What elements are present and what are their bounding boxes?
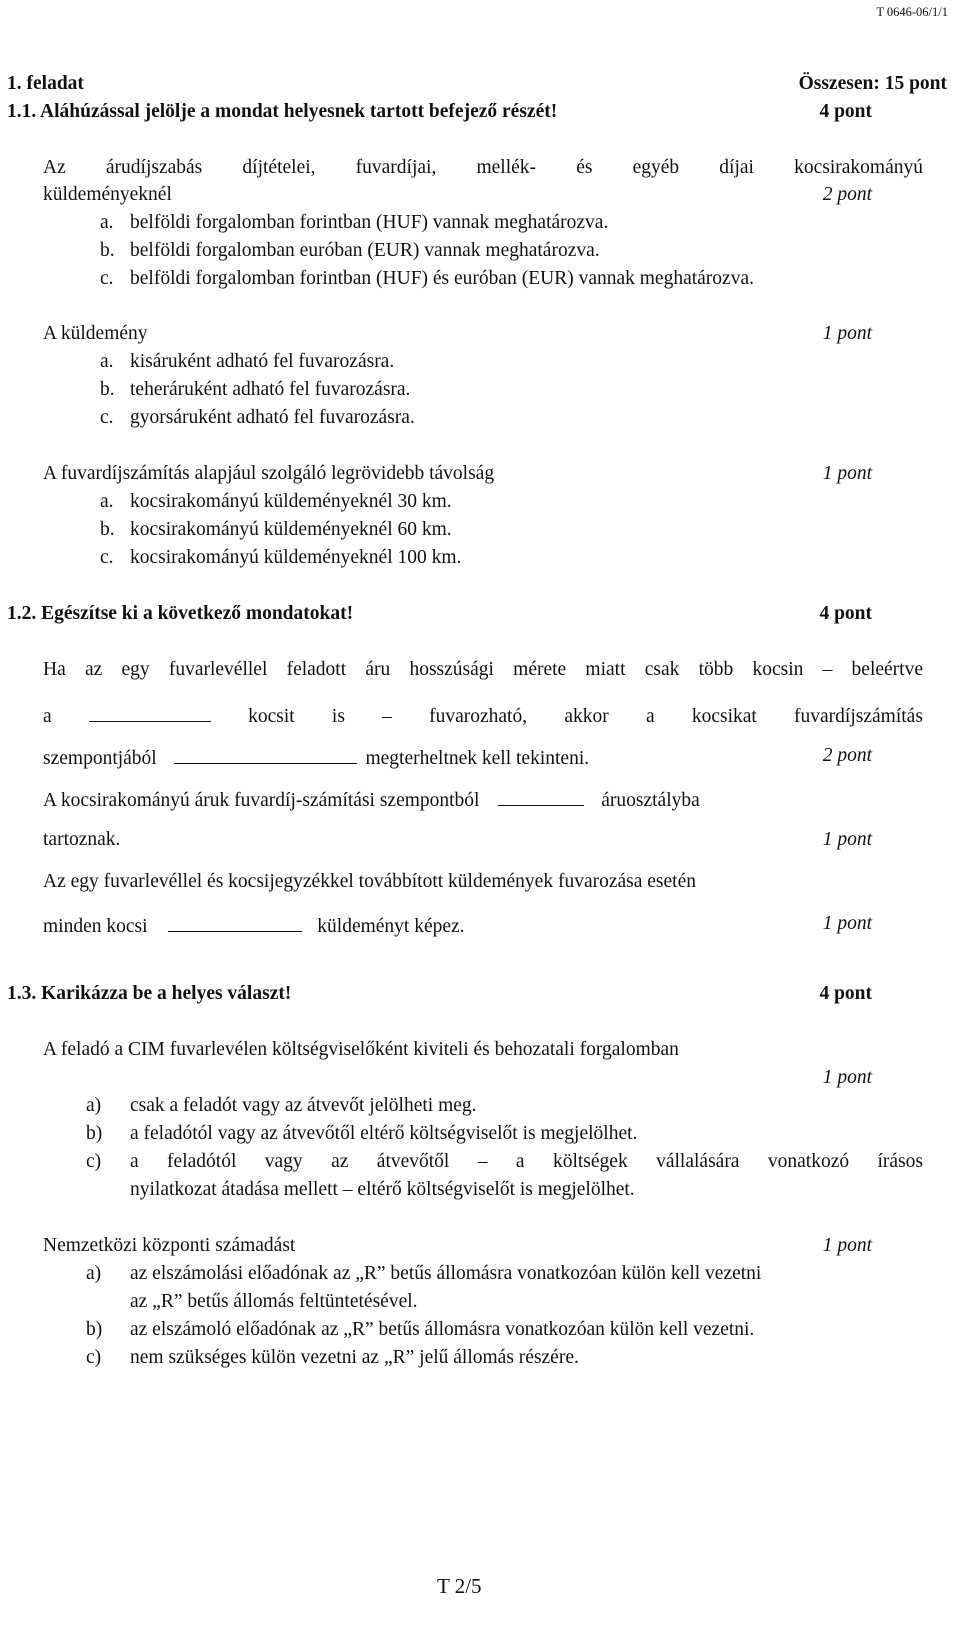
word: szempontjából	[43, 748, 157, 769]
option-text[interactable]: gyorsáruként adható fel fuvarozásra.	[130, 407, 415, 428]
word: kocsikat	[691, 706, 757, 727]
fill-paragraph-1-line2	[43, 703, 923, 728]
option-text[interactable]: kisáruként adható fel fuvarozásra.	[130, 351, 395, 372]
option-text[interactable]: belföldi forgalomban forintban (HUF) vannak meghatározva.	[130, 212, 609, 233]
word: –	[382, 706, 392, 727]
option-text[interactable]: a feladótól vagy az átvevőtől eltérő költségviselőt is megjelölhet.	[130, 1123, 638, 1144]
option-letter: c.	[100, 407, 114, 428]
question-4-points: 1 pont	[822, 1067, 872, 1088]
option-letter: a.	[100, 491, 114, 512]
word: áruosztályba	[601, 790, 700, 811]
option-letter: a)	[86, 1263, 102, 1284]
option-text[interactable]: belföldi forgalomban euróban (EUR) vannak meghatározva.	[130, 240, 600, 261]
task-total-points: Összesen: 15 pont	[798, 73, 947, 94]
blank-field-3[interactable]	[498, 787, 584, 806]
section-1-1-points: 4 pont	[819, 101, 872, 122]
page-number: T 2/5	[437, 1574, 482, 1598]
question-1-points: 2 pont	[822, 184, 872, 205]
option-letter: c)	[86, 1151, 102, 1172]
question-2-stem: A küldemény	[43, 323, 148, 344]
blank-field-1[interactable]	[89, 703, 211, 722]
option-text[interactable]: belföldi forgalomban forintban (HUF) és euróban (EUR) vannak meghatározva.	[130, 268, 754, 289]
option-text[interactable]: az elszámolási előadónak az „R” betűs állomásra vonatkozóan külön kell vezetni	[130, 1263, 762, 1284]
option-text[interactable]: kocsirakományú küldeményeknél 30 km.	[130, 491, 452, 512]
word: küldeményt képez.	[317, 916, 465, 937]
option-letter: b.	[100, 519, 115, 540]
word: is	[331, 706, 345, 727]
option-letter: b)	[86, 1123, 103, 1144]
section-1-2-title: 1.2. Egészítse ki a következő mondatokat!	[7, 603, 354, 624]
question-2-points: 1 pont	[822, 323, 872, 344]
fill-paragraph-2-line1	[43, 787, 700, 812]
fill-paragraph-3-line2	[43, 913, 465, 938]
option-text[interactable]: kocsirakományú küldeményeknél 100 km.	[130, 547, 462, 568]
fill-paragraph-1-points: 2 pont	[822, 745, 872, 766]
question-3-points: 1 pont	[822, 463, 872, 484]
option-letter: b.	[100, 240, 115, 261]
word: A kocsirakományú áruk fuvardíj-számítási szempontból	[43, 790, 480, 811]
word: minden kocsi	[43, 916, 148, 937]
fill-paragraph-1-line1: Ha az egy fuvarlevéllel feladott áru hosszúsági mérete miatt csak több kocsin – beleértve	[43, 659, 923, 680]
section-1-2-points: 4 pont	[819, 603, 872, 624]
option-text[interactable]: az elszámoló előadónak az „R” betűs állomásra vonatkozóan külön kell vezetni.	[130, 1319, 755, 1340]
option-text[interactable]: nem szükséges külön vezetni az „R” jelű állomás részére.	[130, 1347, 579, 1368]
task-title: 1. feladat	[7, 73, 84, 94]
question-3-stem: A fuvardíjszámítás alapjául szolgáló legrövidebb távolság	[43, 463, 495, 484]
word: a	[43, 706, 52, 727]
option-text-continued[interactable]: nyilatkozat átadása mellett – eltérő költségviselőt is megjelölhet.	[130, 1179, 635, 1200]
word: a	[645, 706, 655, 727]
word: fuvardíjszámítás	[794, 706, 923, 727]
option-letter: c)	[86, 1347, 102, 1368]
word: akkor	[564, 706, 609, 727]
document-code: T 0646-06/1/1	[876, 5, 948, 19]
word: megterheltnek kell tekinteni.	[365, 748, 590, 769]
option-letter: c.	[100, 268, 114, 289]
fill-paragraph-2-line2: tartoznak.	[43, 829, 121, 850]
option-letter: a)	[86, 1095, 102, 1116]
question-5-points: 1 pont	[822, 1235, 872, 1256]
option-text[interactable]: a feladótól vagy az átvevőtől – a költségek vállalására vonatkozó írásos	[130, 1151, 923, 1172]
fill-paragraph-2-points: 1 pont	[822, 829, 872, 850]
fill-paragraph-3-points: 1 pont	[822, 913, 872, 934]
fill-paragraph-1-line3	[43, 745, 589, 770]
option-text-continued[interactable]: az „R” betűs állomás feltüntetésével.	[130, 1291, 418, 1312]
word: fuvarozható,	[429, 706, 528, 727]
option-text[interactable]: kocsirakományú küldeményeknél 60 km.	[130, 519, 452, 540]
option-letter: c.	[100, 547, 114, 568]
option-letter: b)	[86, 1319, 103, 1340]
question-4-stem: A feladó a CIM fuvarlevélen költségviselőként kiviteli és behozatali forgalomban	[43, 1039, 679, 1060]
section-1-3-title: 1.3. Karikázza be a helyes választ!	[7, 983, 292, 1004]
fill-paragraph-3-line1: Az egy fuvarlevéllel és kocsijegyzékkel továbbított küldemények fuvarozása esetén	[43, 871, 696, 892]
question-5-stem: Nemzetközi központi számadást	[43, 1235, 296, 1256]
blank-field-2[interactable]	[174, 745, 357, 764]
word: kocsit	[248, 706, 295, 727]
option-text[interactable]: csak a feladót vagy az átvevőt jelölheti meg.	[130, 1095, 477, 1116]
option-letter: a.	[100, 212, 114, 233]
section-1-3-points: 4 pont	[819, 983, 872, 1004]
section-1-1-title: 1.1. Aláhúzással jelölje a mondat helyesnek tartott befejező részét!	[7, 101, 558, 122]
question-1-stem-line1: Az árudíjszabás díjtételei, fuvardíjai, mellék- és egyéb díjai kocsirakományú	[43, 157, 923, 178]
question-1-stem-line2: küldeményeknél	[43, 184, 172, 205]
option-text[interactable]: teheráruként adható fel fuvarozásra.	[130, 379, 411, 400]
option-letter: b.	[100, 379, 115, 400]
blank-field-4[interactable]	[168, 913, 302, 932]
option-letter: a.	[100, 351, 114, 372]
